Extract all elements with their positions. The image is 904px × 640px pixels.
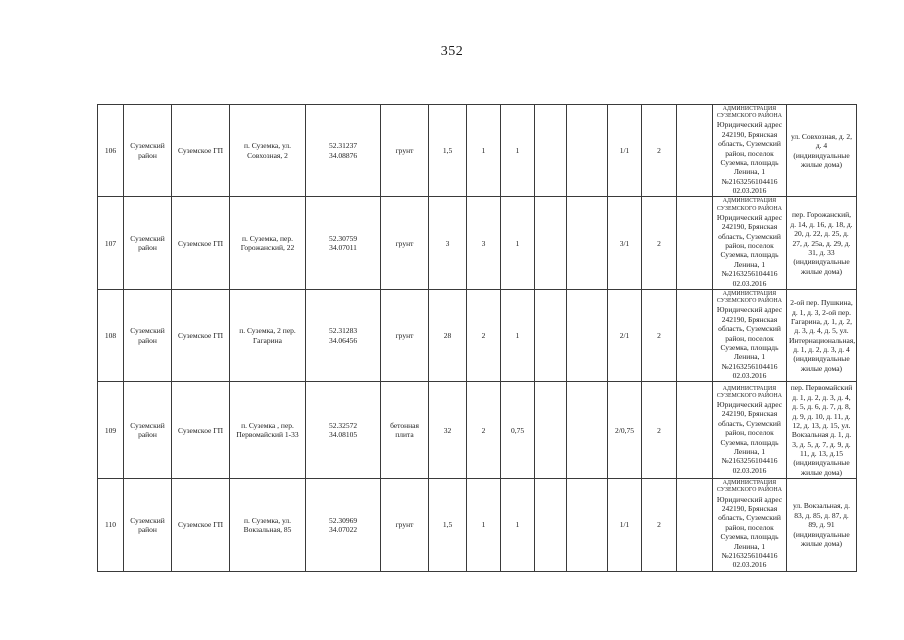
owner-name: АДМИНИСТРАЦИЯ СУЗЕМСКОГО РАЙОНА <box>716 480 783 494</box>
ratio-cell: 3/1 <box>608 197 642 289</box>
latitude: 52.30969 <box>328 515 358 525</box>
area-cell: 28 <box>429 289 467 381</box>
containers-cell: 2 <box>467 382 501 479</box>
coordinates-cell <box>306 197 381 289</box>
district-cell: Суземский район <box>124 197 172 289</box>
table-row <box>98 289 857 381</box>
address-cell: п. Суземка, пер. Горожанский, 22 <box>230 197 306 289</box>
surface-cell: грунт <box>381 105 429 197</box>
address-cell: п. Суземка , пер. Первомайский 1-33 <box>230 382 306 479</box>
address-cell: п. Суземка, ул. Совхозная, 2 <box>230 105 306 197</box>
table-row <box>98 479 857 571</box>
surface-cell: грунт <box>381 197 429 289</box>
owner-date: 02.03.2016 <box>732 560 767 570</box>
owner-details: Юридический адрес 242190, Брянская область, Суземский район, поселок Суземка, площадь Ленина, 1 <box>716 400 783 456</box>
coordinates-cell <box>306 479 381 571</box>
owner-date: 02.03.2016 <box>732 278 767 288</box>
empty-cell <box>567 197 608 289</box>
owner-cell <box>713 479 787 571</box>
containers-cell: 3 <box>467 197 501 289</box>
sources-cell: 2-ой пер. Пушкина, д. 1, д. 3, 2-ой пер. Гагарина, д. 1, д. 2, д. 3, д. 4, д. 5, ул. Интернациональная, д. 1, д. 2, д. 3, д. 4 (индивидуальные жилые дома) <box>787 289 857 381</box>
owner-date: 02.03.2016 <box>732 371 767 381</box>
owner-date: 02.03.2016 <box>732 186 767 196</box>
owner-cell <box>713 382 787 479</box>
empty-cell <box>567 289 608 381</box>
district-cell: Суземский район <box>124 105 172 197</box>
volume-cell: 1 <box>501 105 535 197</box>
empty-cell <box>567 382 608 479</box>
owner-details: Юридический адрес 242190, Брянская область, Суземский район, поселок Суземка, площадь Ленина, 1 <box>716 305 783 362</box>
empty-cell <box>567 105 608 197</box>
owner-ogrn: №2163256104416 <box>721 550 778 560</box>
district-cell: Суземский район <box>124 289 172 381</box>
ratio-cell: 1/1 <box>608 479 642 571</box>
surface-cell: бетонная плита <box>381 382 429 479</box>
owner-details: Юридический адрес 242190, Брянская область, Суземский район, поселок Суземка, площадь Ленина, 1 <box>716 494 783 551</box>
empty-cell <box>535 105 567 197</box>
page-number: 352 <box>440 44 464 59</box>
row-number: 108 <box>98 289 124 381</box>
settlement-cell: Суземское ГП <box>172 382 230 479</box>
district-cell: Суземский район <box>124 479 172 571</box>
volume-cell: 1 <box>501 479 535 571</box>
sources-cell: пер. Первомайский д. 1, д. 2, д. 3, д. 4, д. 5, д. 6, д. 7, д. 8, д. 9, д. 10, д. 11, д. 12, д. 13, д. 15, ул. Вокзальная д. 1, д. 3, д. 5, д. 7, д. 9, д. 11, д. 13, д.15 (индивидуальные жилые дома) <box>787 382 857 479</box>
empty-cell <box>677 479 713 571</box>
owner-cell <box>713 289 787 381</box>
owner-ogrn: №2163256104416 <box>721 456 778 466</box>
settlement-cell: Суземское ГП <box>172 289 230 381</box>
count-cell: 2 <box>642 289 677 381</box>
volume-cell: 1 <box>501 197 535 289</box>
row-number: 107 <box>98 197 124 289</box>
row-number: 110 <box>98 479 124 571</box>
count-cell: 2 <box>642 197 677 289</box>
owner-cell <box>713 197 787 289</box>
owner-name: АДМИНИСТРАЦИЯ СУЗЕМСКОГО РАЙОНА <box>716 106 783 120</box>
latitude: 52.30759 <box>328 233 358 243</box>
address-cell: п. Суземка, 2 пер. Гагарина <box>230 289 306 381</box>
table-row <box>98 197 857 289</box>
empty-cell <box>535 479 567 571</box>
empty-cell <box>535 289 567 381</box>
ratio-cell: 1/1 <box>608 105 642 197</box>
empty-cell <box>567 479 608 571</box>
empty-cell <box>535 382 567 479</box>
sources-cell: ул. Совхозная, д. 2, д. 4 (индивидуальные жилые дома) <box>787 105 857 197</box>
volume-cell: 1 <box>501 289 535 381</box>
ratio-cell: 2/1 <box>608 289 642 381</box>
longitude: 34.06456 <box>328 335 358 345</box>
empty-cell <box>677 105 713 197</box>
latitude: 52.31283 <box>328 326 358 336</box>
longitude: 34.07011 <box>329 243 357 253</box>
owner-cell <box>713 105 787 197</box>
containers-cell: 2 <box>467 289 501 381</box>
count-cell: 2 <box>642 105 677 197</box>
owner-ogrn: №2163256104416 <box>721 176 778 186</box>
owner-name: АДМИНИСТРАЦИЯ СУЗЕМСКОГО РАЙОНА <box>716 198 783 212</box>
volume-cell: 0,75 <box>501 382 535 479</box>
settlement-cell: Суземское ГП <box>172 105 230 197</box>
containers-cell: 1 <box>467 479 501 571</box>
owner-details: Юридический адрес 242190, Брянская область, Суземский район, поселок Суземка, площадь Ленина, 1 <box>716 120 783 177</box>
empty-cell <box>677 382 713 479</box>
settlement-cell: Суземское ГП <box>172 479 230 571</box>
ratio-cell: 2/0,75 <box>608 382 642 479</box>
longitude: 34.07022 <box>328 524 358 534</box>
longitude: 34.08876 <box>328 150 358 160</box>
sources-cell: ул. Вокзальная, д. 83, д. 85, д. 87, д. 89, д. 91 (индивидуальные жилые дома) <box>787 479 857 571</box>
area-cell: 3 <box>429 197 467 289</box>
coordinates-cell <box>306 382 381 479</box>
owner-ogrn: №2163256104416 <box>721 269 778 279</box>
coordinates-cell <box>306 289 381 381</box>
count-cell: 2 <box>642 479 677 571</box>
area-cell: 32 <box>429 382 467 479</box>
sources-cell: пер. Горожанский, д. 14, д. 16, д. 18, д. 20, д. 22, д. 25, д. 27, д. 25а, д. 29, д. 31, д. 33 (индивидуальные жилые дома) <box>787 197 857 289</box>
empty-cell <box>535 197 567 289</box>
longitude: 34.08105 <box>328 430 358 440</box>
table-row <box>98 382 857 479</box>
row-number: 106 <box>98 105 124 197</box>
owner-ogrn: №2163256104416 <box>721 361 778 371</box>
area-cell: 1,5 <box>429 479 467 571</box>
row-number: 109 <box>98 382 124 479</box>
table-body <box>98 105 857 572</box>
table-row <box>98 105 857 197</box>
address-cell: п. Суземка, ул. Вокзальная, 85 <box>230 479 306 571</box>
settlement-cell: Суземское ГП <box>172 197 230 289</box>
owner-name: АДМИНИСТРАЦИЯ СУЗЕМСКОГО РАЙОНА <box>716 290 783 305</box>
empty-cell <box>677 289 713 381</box>
surface-cell: грунт <box>381 289 429 381</box>
waste-sites-table <box>97 104 857 572</box>
owner-name: АДМИНИСТРАЦИЯ СУЗЕМСКОГО РАЙОНА <box>716 385 783 399</box>
owner-details: Юридический адрес 242190, Брянская область, Суземский район, поселок Суземка, площадь Ленина, 1 <box>716 212 783 269</box>
latitude: 52.32572 <box>328 420 358 430</box>
district-cell: Суземский район <box>124 382 172 479</box>
area-cell: 1,5 <box>429 105 467 197</box>
empty-cell <box>677 197 713 289</box>
latitude: 52.31237 <box>328 141 358 151</box>
containers-cell: 1 <box>467 105 501 197</box>
coordinates-cell <box>306 105 381 197</box>
surface-cell: грунт <box>381 479 429 571</box>
owner-date: 02.03.2016 <box>732 465 767 475</box>
count-cell: 2 <box>642 382 677 479</box>
